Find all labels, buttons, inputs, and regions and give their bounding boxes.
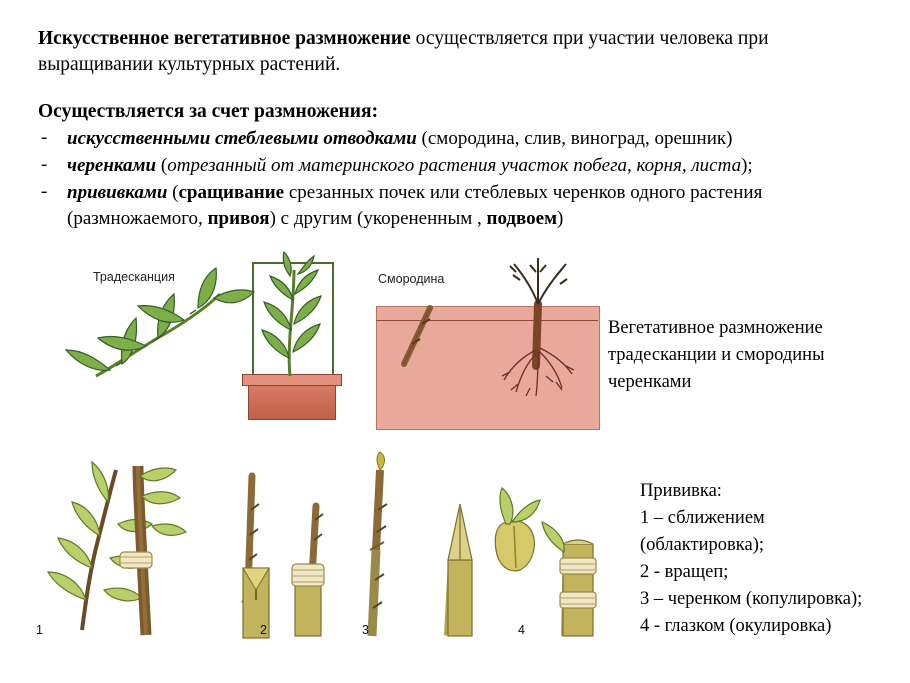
list-item — [38, 126, 878, 152]
dash-marker: - — [41, 127, 48, 148]
intro-paragraph — [38, 26, 878, 78]
figure-grafting-methods — [20, 440, 620, 645]
bullet-3-mid: срезанных почек или стеблевых черенков одного растения (размножаемого, — [67, 182, 763, 229]
bullet-3-rootstock: подвоем — [486, 208, 558, 229]
graft-approach — [48, 462, 186, 635]
figure-middle-caption — [608, 315, 888, 396]
graft-budding — [495, 488, 596, 636]
bullet-2-open: ( — [156, 155, 168, 176]
tradescantia-cutting — [66, 268, 254, 376]
figure-number-1: 1 — [36, 623, 43, 637]
figure-vegetative-propagation — [38, 246, 598, 426]
bullet-1-term: искусственными стеблевыми отводками — [67, 128, 417, 149]
label-tradescantia: Традесканция — [93, 270, 175, 284]
dash-marker: - — [41, 181, 48, 202]
figure-middle-drawing — [38, 246, 598, 426]
bullet-2-term: черенками — [67, 155, 157, 176]
bullet-1-rest: (смородина, слив, виноград, орешник) — [416, 128, 733, 149]
list-item — [38, 153, 878, 179]
currant-rooted-cutting — [502, 258, 574, 396]
caption-line: 3 – черенком (копулировка); — [640, 589, 863, 609]
caption-line: черенками — [608, 372, 692, 392]
intro-bold-term: Искусственное вегетативное размножение — [38, 28, 411, 49]
bullet-3-scion: привоя — [207, 208, 270, 229]
text-block — [38, 26, 878, 233]
section-lead-text: Осуществляется за счет размножения — [38, 101, 372, 122]
currant-cutting-planted — [404, 308, 430, 364]
bullet-list — [38, 126, 878, 232]
figure-number-3: 3 — [362, 623, 369, 637]
bullet-3-term: прививками — [67, 182, 168, 203]
caption-line: 4 - глазком (окулировка) — [640, 616, 832, 636]
bullet-3-splice: сращивание — [178, 182, 285, 203]
section-lead-colon: : — [371, 101, 379, 122]
bullet-2-close: ); — [741, 155, 753, 176]
bullet-3-close: ) — [557, 208, 564, 229]
caption-line: (облактировка); — [640, 535, 764, 555]
caption-title: Прививка: — [640, 481, 722, 501]
figure-bottom-drawing — [20, 440, 620, 645]
intro-rest: осуществляется при участии человека при выращивании культурных растений. — [38, 28, 769, 75]
dash-marker: - — [41, 154, 48, 175]
figure-number-2: 2 — [260, 623, 267, 637]
bullet-2-definition: отрезанный от материнского растения участок побега, корня, листа — [167, 155, 742, 176]
bullet-3-mid2: ) с другим (укорененным , — [269, 208, 487, 229]
list-item — [38, 180, 878, 232]
caption-line: традесканции и смородины — [608, 345, 825, 365]
section-lead — [38, 100, 878, 124]
caption-line: Вегетативное размножение — [608, 318, 823, 338]
graft-whip — [370, 452, 472, 636]
caption-line: 1 – сближением — [640, 508, 765, 528]
bullet-3-open: ( — [167, 182, 179, 203]
figure-number-4: 4 — [518, 623, 525, 637]
figure-bottom-caption — [640, 478, 902, 640]
graft-cleft — [242, 476, 324, 638]
tradescantia-in-pot — [262, 252, 321, 376]
caption-line: 2 - вращеп; — [640, 562, 729, 582]
label-currant: Смородина — [378, 272, 445, 286]
